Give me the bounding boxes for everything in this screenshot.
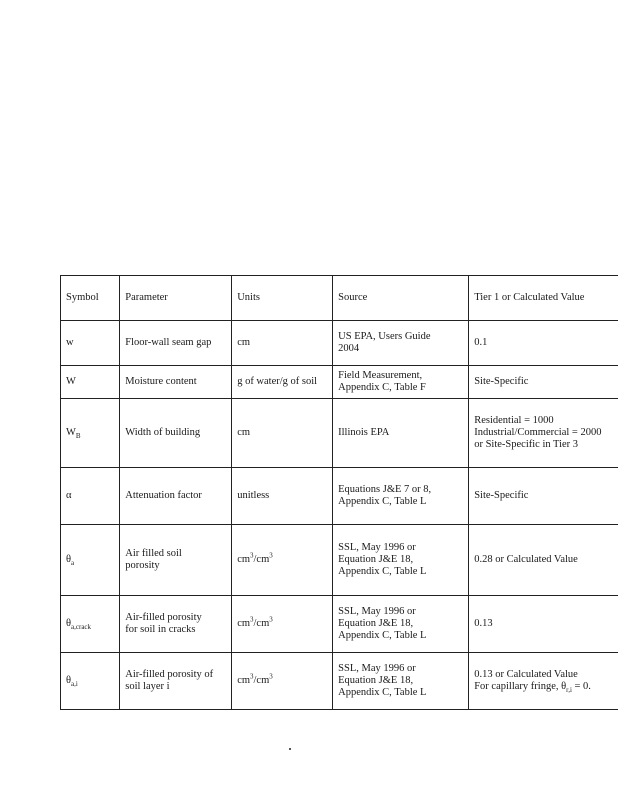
cell-source	[333, 321, 469, 366]
units-superscript: 3	[269, 551, 273, 560]
units-base: cm	[237, 675, 251, 686]
header-value: Tier 1 or Calculated Value	[469, 276, 618, 321]
header-units: Units	[232, 276, 333, 321]
source-line: Appendix C, Table L	[338, 630, 427, 641]
source-line: Appendix C, Table F	[338, 382, 426, 393]
value-text: = 0.	[571, 681, 591, 692]
symbol-subscript: a	[71, 559, 75, 568]
cell-symbol	[61, 653, 120, 710]
parameter-line: soil layer i	[125, 681, 170, 692]
cell-symbol	[61, 596, 120, 653]
parameters-table	[60, 275, 618, 710]
parameter-line: for soil in cracks	[125, 624, 196, 635]
cell-value	[469, 653, 618, 710]
source-line: SSL, May 1996 or	[338, 663, 416, 674]
cell-parameter: Attenuation factor	[120, 468, 232, 525]
source-line: SSL, May 1996 or	[338, 606, 416, 617]
source-line: SSL, May 1996 or	[338, 542, 416, 553]
cell-symbol: α	[61, 468, 120, 525]
cell-source	[333, 596, 469, 653]
parameter-line: porosity	[125, 560, 160, 571]
table-row	[61, 468, 618, 525]
cell-symbol: W	[61, 366, 120, 399]
source-line: Appendix C, Table L	[338, 566, 427, 577]
table-row	[61, 366, 618, 399]
cell-source	[333, 525, 469, 596]
table-row	[61, 399, 618, 468]
value-line: 0.13 or Calculated Value	[474, 669, 578, 680]
cell-units: g of water/g of soil	[232, 366, 333, 399]
value-line: or Site-Specific in Tier 3	[474, 439, 579, 450]
table-row	[61, 596, 618, 653]
cell-value: Site-Specific	[469, 468, 618, 525]
units-base: cm	[237, 618, 251, 629]
cell-parameter: Floor-wall seam gap	[120, 321, 232, 366]
units-superscript: 3	[250, 551, 254, 560]
cell-value: 0.28 or Calculated Value	[469, 525, 618, 596]
cell-parameter: Moisture content	[120, 366, 232, 399]
cell-value: 0.1	[469, 321, 618, 366]
cell-value: Site-Specific	[469, 366, 618, 399]
cell-units: cm	[232, 321, 333, 366]
source-line: 2004	[338, 343, 360, 354]
parameter-line: Air filled soil	[125, 548, 182, 559]
units-base: cm	[237, 554, 251, 565]
value-line: Residential = 1000	[474, 415, 554, 426]
parameter-line: Air-filled porosity of	[125, 669, 214, 680]
symbol-base: θ	[66, 618, 72, 629]
symbol-base: θ	[66, 554, 72, 565]
table-header-row	[61, 276, 618, 321]
cell-parameter	[120, 653, 232, 710]
units-mid: /cm	[253, 618, 270, 629]
header-symbol: Symbol	[61, 276, 120, 321]
source-line: Equation J&E 18,	[338, 554, 414, 565]
value-line	[474, 681, 613, 693]
units-superscript: 3	[269, 672, 273, 681]
value-text: For capillary fringe, θ	[474, 681, 567, 692]
cell-source	[333, 653, 469, 710]
source-line: Appendix C, Table L	[338, 496, 427, 507]
value-subscript: r,i	[566, 686, 572, 695]
stray-mark	[289, 748, 291, 750]
units-superscript: 3	[250, 672, 254, 681]
table-row	[61, 321, 618, 366]
cell-parameter: Width of building	[120, 399, 232, 468]
cell-symbol	[61, 399, 120, 468]
cell-parameter	[120, 525, 232, 596]
source-line: Appendix C, Table L	[338, 687, 427, 698]
cell-units	[232, 525, 333, 596]
source-line: Equation J&E 18,	[338, 618, 414, 629]
cell-value: 0.13	[469, 596, 618, 653]
symbol-subscript: B	[75, 432, 81, 441]
units-superscript: 3	[250, 615, 254, 624]
source-line: Field Measurement,	[338, 370, 423, 381]
symbol-base: θ	[66, 675, 72, 686]
symbol-base: W	[66, 427, 76, 438]
units-mid: /cm	[253, 554, 270, 565]
source-line: Equations J&E 7 or 8,	[338, 484, 432, 495]
cell-source	[333, 366, 469, 399]
header-source: Source	[333, 276, 469, 321]
cell-source: Illinois EPA	[333, 399, 469, 468]
cell-units: unitless	[232, 468, 333, 525]
source-line: US EPA, Users Guide	[338, 331, 431, 342]
units-superscript: 3	[269, 615, 273, 624]
parameter-line: Air-filled porosity	[125, 612, 202, 623]
cell-value	[469, 399, 618, 468]
header-parameter: Parameter	[120, 276, 232, 321]
cell-parameter	[120, 596, 232, 653]
cell-units: cm	[232, 399, 333, 468]
table-row	[61, 525, 618, 596]
source-line: Equation J&E 18,	[338, 675, 414, 686]
cell-units	[232, 653, 333, 710]
symbol-subscript: a,i	[71, 680, 78, 689]
cell-source	[333, 468, 469, 525]
cell-symbol	[61, 525, 120, 596]
cell-symbol: w	[61, 321, 120, 366]
symbol-subscript: a,crack	[71, 623, 92, 632]
value-line: Industrial/Commercial = 2000	[474, 427, 602, 438]
units-mid: /cm	[253, 675, 270, 686]
cell-units	[232, 596, 333, 653]
table-row	[61, 653, 618, 710]
